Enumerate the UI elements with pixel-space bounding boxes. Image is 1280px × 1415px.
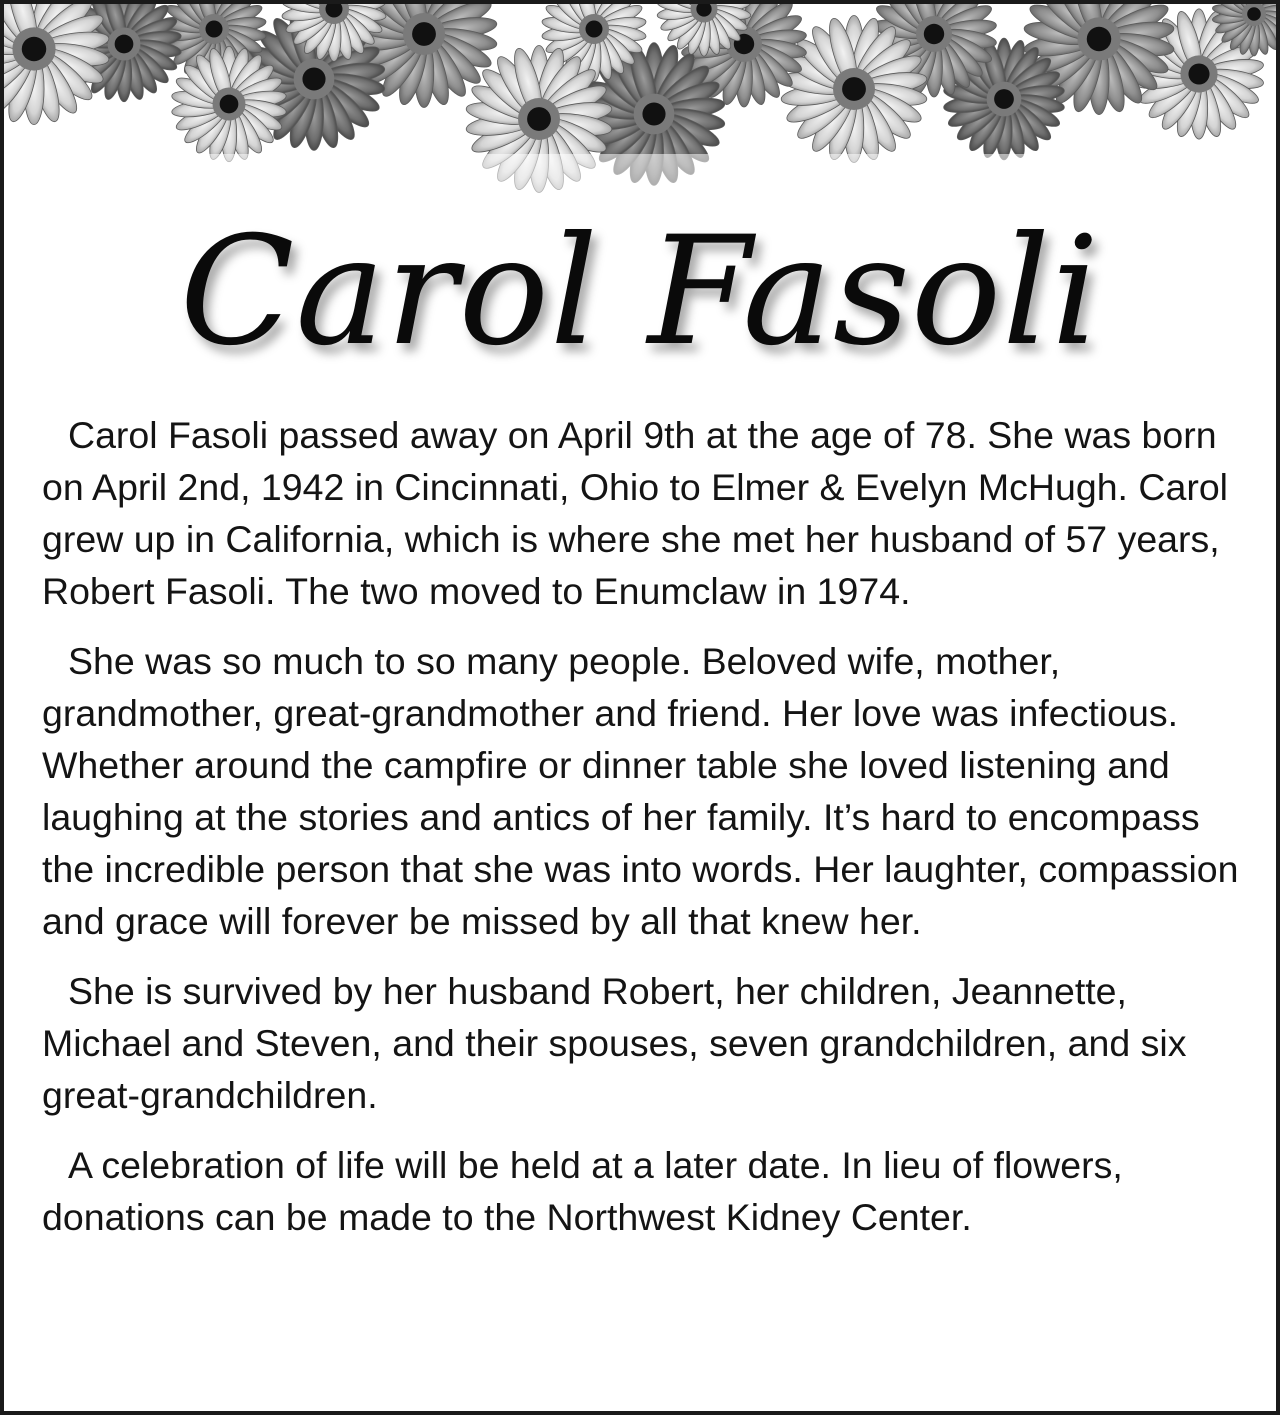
obituary-paragraph-life: Carol Fasoli passed away on April 9th at the age of 78. She was born on April 2nd, 1942 in Cincinnati, Ohio to Elmer & Evelyn McHugh. Carol grew up in California, which is where she met her husband of 57 years, Robert Fasoli. The two moved to Enumclaw in 1974. [42,414,1229,612]
flower-banner [4,4,1276,204]
obituary-paragraph-service: A celebration of life will be held at a later date. In lieu of flowers, donations can be made to the Northwest Kidney Center. [42,1144,1123,1238]
gerbera-daisy-flowers-icon [4,4,1276,204]
banner-fade [4,154,1276,204]
deceased-name-title: Carol Fasoli [179,205,1101,379]
obituary-paragraph-survivors: She is survived by her husband Robert, her children, Jeannette, Michael and Steven, and their spouses, seven grandchildren, and six great-grandchildren. [42,970,1187,1116]
obituary-paragraph-tribute: She was so much to so many people. Beloved wife, mother, grandmother, great-grandmother and friend. Her love was infectious. Whether around the campfire or dinner table she loved listening and laughing at the stories and antics of her family. It’s hard to encompass the incredible person that she was into words. Her laughter, compassion and grace will forever be missed by all that knew her. [42,640,1239,942]
obituary-body [42,409,1242,1261]
